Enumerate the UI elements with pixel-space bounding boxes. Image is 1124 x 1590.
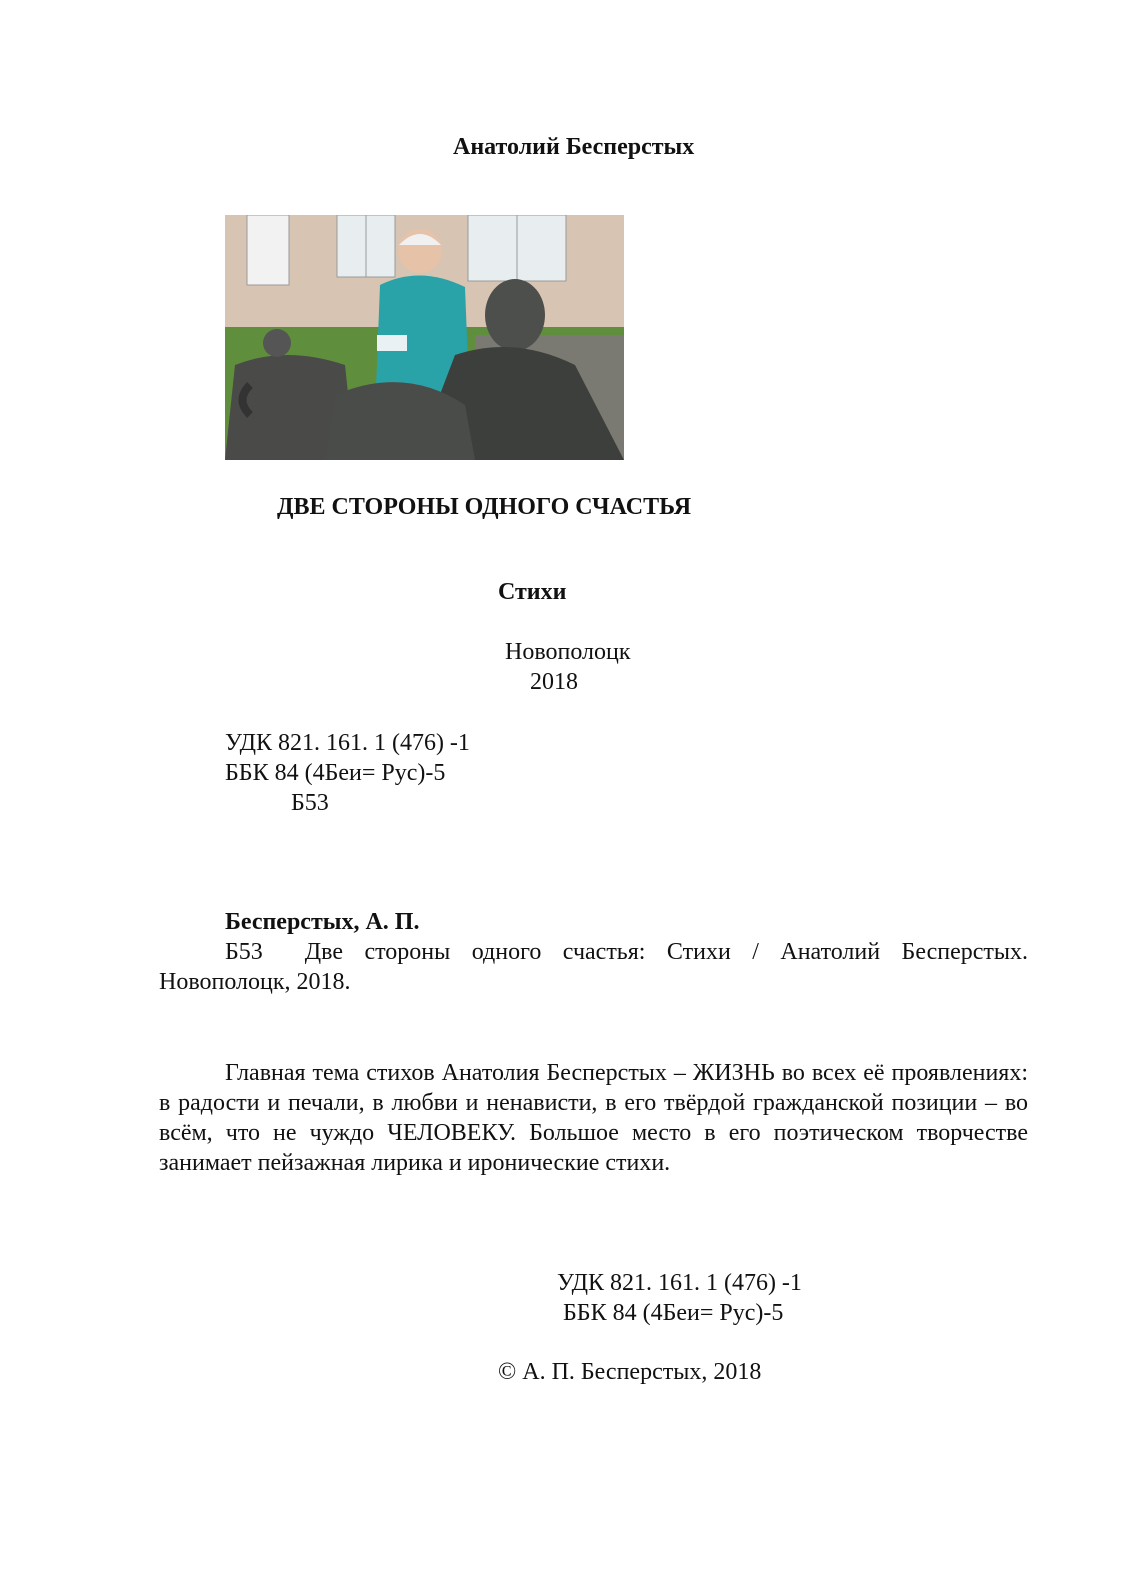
bbk-code-bottom: ББК 84 (4Беи= Рус)-5 xyxy=(563,1300,784,1326)
genre-label: Стихи xyxy=(498,579,567,605)
year: 2018 xyxy=(530,669,578,695)
copyright: © А. П. Бесперстых, 2018 xyxy=(498,1359,762,1385)
author-photo xyxy=(225,215,624,460)
photo-image xyxy=(225,215,624,460)
bibliographic-text: Две стороны одного счастья: Стихи / Анатолий Бесперстых. Новополоцк, 2018. xyxy=(159,939,1028,995)
author-name: Анатолий Бесперстых xyxy=(453,134,695,160)
bibliographic-code: Б53 xyxy=(225,939,263,965)
author-code: Б53 xyxy=(291,790,329,816)
city: Новополоцк xyxy=(505,639,631,665)
bibliographic-entry xyxy=(159,937,1028,997)
book-title: ДВЕ СТОРОНЫ ОДНОГО СЧАСТЬЯ xyxy=(277,494,692,520)
bibliographic-heading: Бесперстых, А. П. xyxy=(225,909,420,935)
annotation-paragraph: Главная тема стихов Анатолия Бесперстых – ЖИЗНЬ во всех её проявлениях: в радости и печали, в любви и ненависти, в его твёрдой гражданской позиции – во всём, что не чуждо ЧЕЛОВЕКУ. Большое место в его поэтическом творчестве занимает пейзажная лирика и иронические стихи. xyxy=(159,1060,1028,1176)
udk-code-bottom: УДК 821. 161. 1 (476) -1 xyxy=(557,1270,802,1296)
udk-code-top: УДК 821. 161. 1 (476) -1 xyxy=(225,730,470,756)
bbk-code-top: ББК 84 (4Беи= Рус)-5 xyxy=(225,760,446,786)
